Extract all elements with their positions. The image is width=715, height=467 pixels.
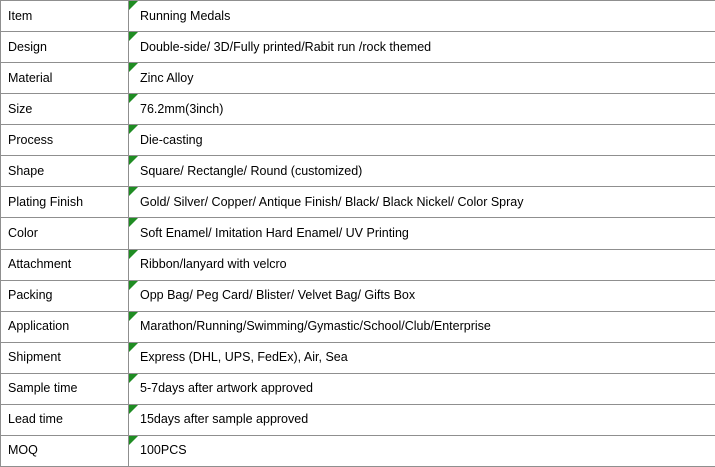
table-row bbox=[1, 311, 715, 342]
corner-marker-icon bbox=[129, 156, 138, 165]
corner-marker-icon bbox=[129, 343, 138, 352]
table-row bbox=[1, 373, 715, 404]
spec-value-text: Soft Enamel/ Imitation Hard Enamel/ UV Printing bbox=[140, 226, 409, 240]
corner-marker-icon bbox=[129, 125, 138, 134]
corner-marker-icon bbox=[129, 187, 138, 196]
spec-value-attachment bbox=[129, 249, 715, 280]
spec-value-text: Die-casting bbox=[140, 133, 203, 147]
corner-marker-icon bbox=[129, 374, 138, 383]
corner-marker-icon bbox=[129, 250, 138, 259]
table-row bbox=[1, 404, 715, 435]
spec-value-color bbox=[129, 218, 715, 249]
spec-value-moq bbox=[129, 435, 715, 466]
table-row bbox=[1, 63, 715, 94]
spec-value-process bbox=[129, 125, 715, 156]
table-row bbox=[1, 342, 715, 373]
corner-marker-icon bbox=[129, 405, 138, 414]
spec-label-moq: MOQ bbox=[1, 435, 129, 466]
spec-value-text: Gold/ Silver/ Copper/ Antique Finish/ Black/ Black Nickel/ Color Spray bbox=[140, 195, 524, 209]
spec-value-plating-finish bbox=[129, 187, 715, 218]
spec-value-text: Ribbon/lanyard with velcro bbox=[140, 257, 287, 271]
spec-label-application: Application bbox=[1, 311, 129, 342]
corner-marker-icon bbox=[129, 436, 138, 445]
table-row bbox=[1, 156, 715, 187]
spec-value-packing bbox=[129, 280, 715, 311]
table-row bbox=[1, 125, 715, 156]
spec-label-color: Color bbox=[1, 218, 129, 249]
spec-value-material bbox=[129, 63, 715, 94]
spec-value-lead-time bbox=[129, 404, 715, 435]
spec-label-shape: Shape bbox=[1, 156, 129, 187]
spec-label-process: Process bbox=[1, 125, 129, 156]
corner-marker-icon bbox=[129, 1, 138, 10]
spec-label-lead-time: Lead time bbox=[1, 404, 129, 435]
corner-marker-icon bbox=[129, 312, 138, 321]
spec-value-text: Running Medals bbox=[140, 9, 230, 23]
spec-value-size bbox=[129, 94, 715, 125]
table-row bbox=[1, 94, 715, 125]
table-row bbox=[1, 280, 715, 311]
spec-label-item: Item bbox=[1, 1, 129, 32]
spec-label-design: Design bbox=[1, 32, 129, 63]
spec-value-text: Zinc Alloy bbox=[140, 71, 194, 85]
corner-marker-icon bbox=[129, 32, 138, 41]
spec-value-text: 15days after sample approved bbox=[140, 412, 308, 426]
spec-value-application bbox=[129, 311, 715, 342]
corner-marker-icon bbox=[129, 218, 138, 227]
spec-value-text: Square/ Rectangle/ Round (customized) bbox=[140, 164, 362, 178]
corner-marker-icon bbox=[129, 281, 138, 290]
spec-label-attachment: Attachment bbox=[1, 249, 129, 280]
spec-value-text: Express (DHL, UPS, FedEx), Air, Sea bbox=[140, 350, 348, 364]
spec-value-shipment bbox=[129, 342, 715, 373]
spec-label-size: Size bbox=[1, 94, 129, 125]
table-row bbox=[1, 435, 715, 466]
table-row bbox=[1, 187, 715, 218]
spec-value-sample-time bbox=[129, 373, 715, 404]
spec-value-text: Opp Bag/ Peg Card/ Blister/ Velvet Bag/ Gifts Box bbox=[140, 288, 415, 302]
spec-label-packing: Packing bbox=[1, 280, 129, 311]
spec-value-text: 76.2mm(3inch) bbox=[140, 102, 223, 116]
spec-label-material: Material bbox=[1, 63, 129, 94]
corner-marker-icon bbox=[129, 63, 138, 72]
spec-value-shape bbox=[129, 156, 715, 187]
spec-value-item bbox=[129, 1, 715, 32]
table-row bbox=[1, 249, 715, 280]
spec-value-text: Double-side/ 3D/Fully printed/Rabit run /rock themed bbox=[140, 40, 431, 54]
table-row bbox=[1, 1, 715, 32]
corner-marker-icon bbox=[129, 94, 138, 103]
table-row bbox=[1, 32, 715, 63]
spec-value-text: 5-7days after artwork approved bbox=[140, 381, 313, 395]
table-row bbox=[1, 218, 715, 249]
spec-value-design bbox=[129, 32, 715, 63]
spec-value-text: Marathon/Running/Swimming/Gymastic/School/Club/Enterprise bbox=[140, 319, 491, 333]
spec-label-plating-finish: Plating Finish bbox=[1, 187, 129, 218]
spec-label-sample-time: Sample time bbox=[1, 373, 129, 404]
spec-label-shipment: Shipment bbox=[1, 342, 129, 373]
table-body bbox=[1, 1, 715, 467]
spec-value-text: 100PCS bbox=[140, 443, 187, 457]
